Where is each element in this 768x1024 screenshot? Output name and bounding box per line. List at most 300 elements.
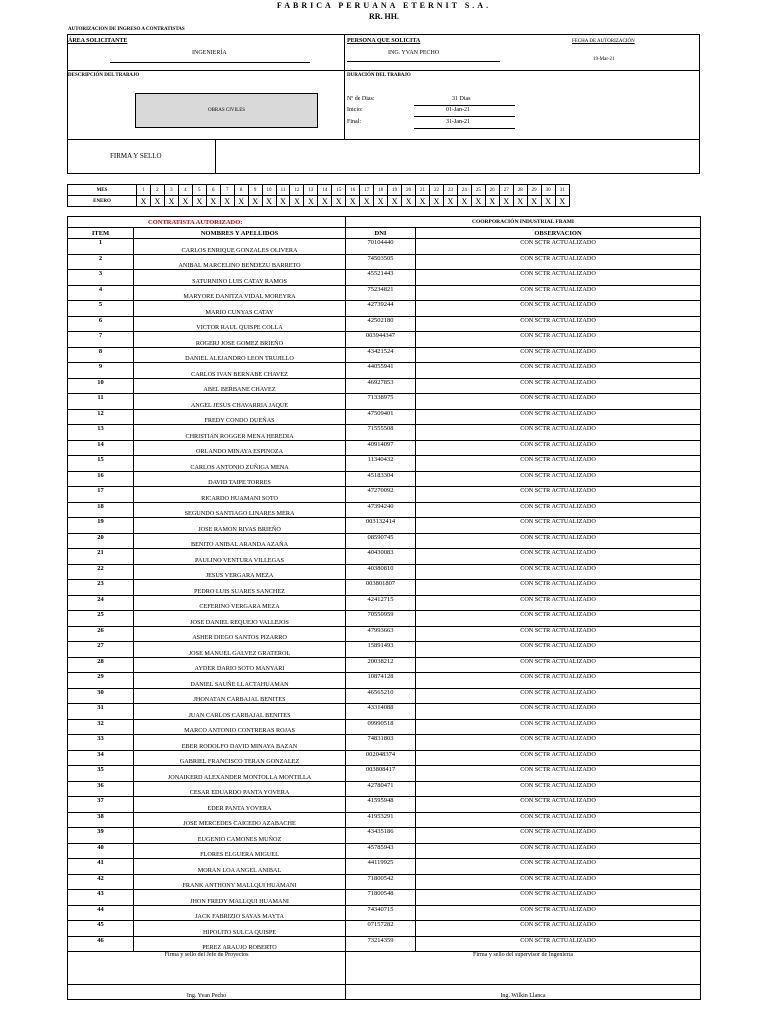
calendar-mark-20: X xyxy=(402,196,416,207)
col-dni: DNI xyxy=(346,228,416,239)
table-row xyxy=(68,642,701,658)
name-cell: SATURNINO LUIS CATAY RAMOS xyxy=(134,270,346,286)
dias-value: 31 Dias xyxy=(452,96,471,102)
observacion-cell: CON SCTR ACTUALIZADO xyxy=(416,874,701,890)
name-cell: MORAN LOA ANGEL ANIBAL xyxy=(134,859,346,875)
inicio-label: Inicio: xyxy=(347,107,363,113)
calendar-day-24: 24 xyxy=(457,185,471,196)
dni-cell: 15891493 xyxy=(346,642,416,658)
name-cell: CARLOS ANTONIO ZUÑIGA MENA xyxy=(134,456,346,472)
item-cell: 24 xyxy=(68,595,134,611)
item-cell: 15 xyxy=(68,456,134,472)
observacion-cell: CON SCTR ACTUALIZADO xyxy=(416,859,701,875)
calendar-mark-4: X xyxy=(178,196,192,207)
name-cell: RICARDO HUAMANI SOTO xyxy=(134,487,346,503)
name-cell: PAULINO VENTURA VILLEGAS xyxy=(134,549,346,565)
name-cell: ROGERJ JOSE GOMEZ BRIEÑO xyxy=(134,332,346,348)
item-cell: 42 xyxy=(68,874,134,890)
calendar-mark-25: X xyxy=(471,196,485,207)
item-cell: 30 xyxy=(68,688,134,704)
calendar-mark-17: X xyxy=(360,196,374,207)
fecha-value: 19-Mar-21 xyxy=(593,57,615,62)
observacion-cell: CON SCTR ACTUALIZADO xyxy=(416,704,701,720)
calendar-day-26: 26 xyxy=(485,185,499,196)
dni-cell: 47993663 xyxy=(346,626,416,642)
dni-cell: 002048374 xyxy=(346,750,416,766)
table-row xyxy=(68,518,701,534)
item-cell: 13 xyxy=(68,425,134,441)
calendar-mark-29: X xyxy=(527,196,541,207)
name-cell: EUGENIO CAMONES MUÑOZ xyxy=(134,828,346,844)
observacion-cell: CON SCTR ACTUALIZADO xyxy=(416,905,701,921)
observacion-cell: CON SCTR ACTUALIZADO xyxy=(416,936,701,952)
department-title: RR. HH. xyxy=(369,12,399,21)
area-value: INGENIERÍA xyxy=(192,50,227,56)
name-cell: JOSE MERCEDES CAICEDO AZABACHE xyxy=(134,812,346,828)
dni-cell: 45785943 xyxy=(346,843,416,859)
duracion-label: DURACIÓN DEL TRABAJO xyxy=(347,73,411,78)
calendar-day-25: 25 xyxy=(471,185,485,196)
name-cell: HIPOLITO SULCA QUISPE xyxy=(134,921,346,937)
name-cell: MARIO CUNYAS CATAY xyxy=(134,301,346,317)
table-row xyxy=(68,626,701,642)
dni-cell: 003808417 xyxy=(346,766,416,782)
table-row xyxy=(68,859,701,875)
table-row xyxy=(68,487,701,503)
observacion-cell: CON SCTR ACTUALIZADO xyxy=(416,781,701,797)
calendar-mark-10: X xyxy=(262,196,276,207)
request-row-divider xyxy=(67,70,700,71)
calendar-mark-6: X xyxy=(206,196,220,207)
dni-cell: 42412715 xyxy=(346,595,416,611)
item-cell: 46 xyxy=(68,936,134,952)
dni-cell: 74503505 xyxy=(346,254,416,270)
table-row xyxy=(68,719,701,735)
item-cell: 22 xyxy=(68,564,134,580)
right-signature-space xyxy=(346,964,701,985)
name-cell: EBER RODOLFO DAVID MINAYA BAZAN xyxy=(134,735,346,751)
calendar-table xyxy=(67,184,570,207)
table-row xyxy=(68,921,701,937)
observacion-cell: CON SCTR ACTUALIZADO xyxy=(416,409,701,425)
calendar-mark-23: X xyxy=(443,196,457,207)
calendar-day-9: 9 xyxy=(248,185,262,196)
dni-cell: 74831803 xyxy=(346,735,416,751)
persona-value: ING. YVAN PECHO xyxy=(388,50,440,56)
name-cell: ASHER DIEGO SANTOS PIZARRO xyxy=(134,626,346,642)
calendar-day-30: 30 xyxy=(541,185,555,196)
calendar-day-27: 27 xyxy=(499,185,513,196)
calendar-day-21: 21 xyxy=(416,185,430,196)
dni-cell: 42780471 xyxy=(346,781,416,797)
dni-cell: 47270092 xyxy=(346,487,416,503)
calendar-mark-8: X xyxy=(234,196,248,207)
observacion-cell: CON SCTR ACTUALIZADO xyxy=(416,673,701,689)
area-underline xyxy=(110,62,310,63)
item-cell: 27 xyxy=(68,642,134,658)
name-cell: ORLANDO MINAYA ESPINOZA xyxy=(134,440,346,456)
dni-cell: 71800548 xyxy=(346,890,416,906)
descripcion-value: OBRAS CIVILES xyxy=(207,108,246,113)
table-row xyxy=(68,828,701,844)
inicio-underline xyxy=(414,116,515,117)
right-signature-name: Ing. Wilkin Llanca xyxy=(346,985,701,1000)
calendar-mark-30: X xyxy=(541,196,555,207)
dni-cell: 73214359 xyxy=(346,936,416,952)
calendar-day-20: 20 xyxy=(402,185,416,196)
table-row xyxy=(68,797,701,813)
calendar-mark-22: X xyxy=(430,196,444,207)
calendar-days-row xyxy=(68,185,570,196)
calendar-mark-21: X xyxy=(416,196,430,207)
observacion-cell: CON SCTR ACTUALIZADO xyxy=(416,843,701,859)
item-cell: 11 xyxy=(68,394,134,410)
calendar-mark-7: X xyxy=(220,196,234,207)
observacion-cell: CON SCTR ACTUALIZADO xyxy=(416,301,701,317)
dni-cell: 20038212 xyxy=(346,657,416,673)
name-cell: FREDY CONDO DUEÑAS xyxy=(134,409,346,425)
table-row xyxy=(68,316,701,332)
observacion-cell: CON SCTR ACTUALIZADO xyxy=(416,828,701,844)
name-cell: ABEL BERBANE CHAVEZ xyxy=(134,378,346,394)
item-cell: 19 xyxy=(68,518,134,534)
dni-cell: 07157282 xyxy=(346,921,416,937)
calendar-day-5: 5 xyxy=(192,185,206,196)
name-cell: JHON FREDY MALLQUI HUAMANI xyxy=(134,890,346,906)
calendar-mark-13: X xyxy=(304,196,318,207)
calendar-day-15: 15 xyxy=(332,185,346,196)
observacion-cell: CON SCTR ACTUALIZADO xyxy=(416,518,701,534)
observacion-cell: CON SCTR ACTUALIZADO xyxy=(416,440,701,456)
table-row xyxy=(68,332,701,348)
observacion-cell: CON SCTR ACTUALIZADO xyxy=(416,611,701,627)
table-row xyxy=(68,533,701,549)
dni-cell: 43435186 xyxy=(346,828,416,844)
calendar-mark-2: X xyxy=(150,196,164,207)
signature-space-row xyxy=(68,964,701,985)
name-cell: JOSE MANUEL GALVEZ GRATEROL xyxy=(134,642,346,658)
dni-cell: 46565210 xyxy=(346,688,416,704)
observacion-cell: CON SCTR ACTUALIZADO xyxy=(416,502,701,518)
table-row xyxy=(68,611,701,627)
item-cell: 4 xyxy=(68,285,134,301)
name-cell: AYDER DARIO SOTO MANYARI xyxy=(134,657,346,673)
dni-cell: 41595948 xyxy=(346,797,416,813)
item-cell: 25 xyxy=(68,611,134,627)
left-signature-label: Firma y sello del Jefe de Proyectos xyxy=(68,952,346,965)
dni-cell: 70104440 xyxy=(346,239,416,255)
company-title: FABRICA PERUANA ETERNIT S.A. xyxy=(276,1,492,10)
item-cell: 17 xyxy=(68,487,134,503)
dni-cell: 44055941 xyxy=(346,363,416,379)
item-cell: 32 xyxy=(68,719,134,735)
calendar-mark-14: X xyxy=(318,196,332,207)
observacion-cell: CON SCTR ACTUALIZADO xyxy=(416,735,701,751)
item-cell: 41 xyxy=(68,859,134,875)
calendar-day-18: 18 xyxy=(374,185,388,196)
item-cell: 5 xyxy=(68,301,134,317)
dni-cell: 42739244 xyxy=(346,301,416,317)
contratista-row xyxy=(68,217,701,228)
calendar-day-11: 11 xyxy=(276,185,290,196)
calendar-mark-15: X xyxy=(332,196,346,207)
item-cell: 44 xyxy=(68,905,134,921)
name-cell: ANGEL JESUS CHAVARRIA JAQUE xyxy=(134,394,346,410)
col-observacion: OBSERVACION xyxy=(416,228,701,239)
calendar-day-22: 22 xyxy=(430,185,444,196)
table-row xyxy=(68,564,701,580)
observacion-cell: CON SCTR ACTUALIZADO xyxy=(416,797,701,813)
name-cell: JONAIKERD ALEXANDER MONTOLLA MONTILLA xyxy=(134,766,346,782)
name-cell: BENITO ANIBAL ARANDA AZAÑA xyxy=(134,533,346,549)
calendar-day-17: 17 xyxy=(360,185,374,196)
item-cell: 28 xyxy=(68,657,134,673)
table-row xyxy=(68,363,701,379)
table-row xyxy=(68,409,701,425)
final-underline xyxy=(414,128,515,129)
name-cell: GABRIEL FRANCISCO TERAN GONZALEZ xyxy=(134,750,346,766)
name-cell: JOSE RAMON RIVAS BRIEÑO xyxy=(134,518,346,534)
name-cell: CARLOS IVAN BERNABE CHAVEZ xyxy=(134,363,346,379)
table-row xyxy=(68,735,701,751)
item-cell: 18 xyxy=(68,502,134,518)
observacion-cell: CON SCTR ACTUALIZADO xyxy=(416,316,701,332)
persona-underline xyxy=(347,61,500,62)
item-cell: 43 xyxy=(68,890,134,906)
item-cell: 9 xyxy=(68,363,134,379)
observacion-cell: CON SCTR ACTUALIZADO xyxy=(416,270,701,286)
observacion-cell: CON SCTR ACTUALIZADO xyxy=(416,595,701,611)
item-cell: 33 xyxy=(68,735,134,751)
mes-label: MES xyxy=(68,185,137,196)
table-row xyxy=(68,549,701,565)
calendar-day-8: 8 xyxy=(234,185,248,196)
observacion-cell: CON SCTR ACTUALIZADO xyxy=(416,471,701,487)
table-row xyxy=(68,766,701,782)
item-cell: 23 xyxy=(68,580,134,596)
dni-cell: 71800542 xyxy=(346,874,416,890)
inicio-value: 01-Jan-21 xyxy=(446,107,470,113)
name-cell: PEDRO LUIS SUARES SANCHEZ xyxy=(134,580,346,596)
item-cell: 37 xyxy=(68,797,134,813)
dni-cell: 003944347 xyxy=(346,332,416,348)
calendar-marks-row xyxy=(68,196,570,207)
final-label: Final: xyxy=(347,119,362,125)
observacion-cell: CON SCTR ACTUALIZADO xyxy=(416,425,701,441)
dni-cell: 46927853 xyxy=(346,378,416,394)
dni-cell: 42502180 xyxy=(346,316,416,332)
table-row xyxy=(68,440,701,456)
calendar-day-3: 3 xyxy=(164,185,178,196)
roster-body xyxy=(68,239,701,952)
observacion-cell: CON SCTR ACTUALIZADO xyxy=(416,580,701,596)
name-cell: JHONATAN CARBAJAL BENITES xyxy=(134,688,346,704)
calendar-mark-1: X xyxy=(137,196,151,207)
request-divider xyxy=(344,34,345,139)
calendar-day-4: 4 xyxy=(178,185,192,196)
table-row xyxy=(68,270,701,286)
calendar-mark-19: X xyxy=(388,196,402,207)
calendar-day-6: 6 xyxy=(206,185,220,196)
table-row xyxy=(68,502,701,518)
name-cell: ANIBAL MARCELINO BENDEZU BARRETO xyxy=(134,254,346,270)
observacion-cell: CON SCTR ACTUALIZADO xyxy=(416,487,701,503)
dias-label: Nº de Dias: xyxy=(347,96,375,102)
name-cell: PEREZ ARAUJO ROBERTO xyxy=(134,936,346,952)
observacion-cell: CON SCTR ACTUALIZADO xyxy=(416,549,701,565)
dni-cell: 44119925 xyxy=(346,859,416,875)
dni-cell: 43421524 xyxy=(346,347,416,363)
name-cell: FLORES ELGUERA MIGUEL xyxy=(134,843,346,859)
calendar-mark-24: X xyxy=(457,196,471,207)
observacion-cell: CON SCTR ACTUALIZADO xyxy=(416,657,701,673)
table-row xyxy=(68,301,701,317)
table-row xyxy=(68,471,701,487)
calendar-day-23: 23 xyxy=(443,185,457,196)
dni-cell: 10874128 xyxy=(346,673,416,689)
item-cell: 38 xyxy=(68,812,134,828)
dni-cell: 74340715 xyxy=(346,905,416,921)
dni-cell: 75234821 xyxy=(346,285,416,301)
dni-cell: 40914097 xyxy=(346,440,416,456)
table-row xyxy=(68,890,701,906)
item-cell: 2 xyxy=(68,254,134,270)
name-cell: CARLOS ENRIQUE GONZALES OLIVERA xyxy=(134,239,346,255)
item-cell: 3 xyxy=(68,270,134,286)
table-row xyxy=(68,874,701,890)
dni-cell: 45183304 xyxy=(346,471,416,487)
calendar-mark-27: X xyxy=(499,196,513,207)
table-row xyxy=(68,673,701,689)
calendar-day-19: 19 xyxy=(388,185,402,196)
calendar-mark-11: X xyxy=(276,196,290,207)
fecha-label: FECHA DE AUTORIZACIÓN xyxy=(572,39,635,44)
calendar-day-29: 29 xyxy=(527,185,541,196)
observacion-cell: CON SCTR ACTUALIZADO xyxy=(416,332,701,348)
signature-label-row xyxy=(68,952,701,965)
descripcion-label: DESCRIPCIÓN DEL TRABAJO xyxy=(68,73,140,78)
name-cell: JESUS VERGARA MEZA xyxy=(134,564,346,580)
name-cell: MARYORE DANITZA VIDAL MOREYRA xyxy=(134,285,346,301)
observacion-cell: CON SCTR ACTUALIZADO xyxy=(416,812,701,828)
observacion-cell: CON SCTR ACTUALIZADO xyxy=(416,456,701,472)
name-cell: SEGUNDO SANTIAGO LINARES MERA xyxy=(134,502,346,518)
roster-table xyxy=(67,216,701,1000)
calendar-day-13: 13 xyxy=(304,185,318,196)
name-cell: EDER PANTA YOVERA xyxy=(134,797,346,813)
calendar-day-7: 7 xyxy=(220,185,234,196)
observacion-cell: CON SCTR ACTUALIZADO xyxy=(416,378,701,394)
request-firma-divider xyxy=(67,139,700,140)
dni-cell: 003801807 xyxy=(346,580,416,596)
observacion-cell: CON SCTR ACTUALIZADO xyxy=(416,890,701,906)
table-row xyxy=(68,843,701,859)
table-row xyxy=(68,425,701,441)
dni-cell: 003132414 xyxy=(346,518,416,534)
table-row xyxy=(68,394,701,410)
dni-cell: 47394240 xyxy=(346,502,416,518)
dni-cell: 71555508 xyxy=(346,425,416,441)
name-cell: JUAN CARLOS CARBAJAL BENITES xyxy=(134,704,346,720)
name-cell: JACK FABRIZIO SAYAS MAYTA xyxy=(134,905,346,921)
observacion-cell: CON SCTR ACTUALIZADO xyxy=(416,239,701,255)
col-name: NOMBRES Y APELLIDOS xyxy=(134,228,346,239)
item-cell: 20 xyxy=(68,533,134,549)
item-cell: 21 xyxy=(68,549,134,565)
final-value: 31-Jan-21 xyxy=(446,119,470,125)
signature-name-row xyxy=(68,985,701,1000)
calendar-mark-18: X xyxy=(374,196,388,207)
dni-cell: 09990518 xyxy=(346,719,416,735)
table-row xyxy=(68,580,701,596)
firma-divider xyxy=(215,139,216,174)
calendar-mark-12: X xyxy=(290,196,304,207)
name-cell: MARCO ANTONIO CONTRERAS ROJAS xyxy=(134,719,346,735)
area-label: ÁREA SOLICITANTE xyxy=(68,38,128,44)
item-cell: 40 xyxy=(68,843,134,859)
observacion-cell: CON SCTR ACTUALIZADO xyxy=(416,626,701,642)
item-cell: 7 xyxy=(68,332,134,348)
calendar-day-16: 16 xyxy=(346,185,360,196)
item-cell: 36 xyxy=(68,781,134,797)
calendar-mark-9: X xyxy=(248,196,262,207)
item-cell: 1 xyxy=(68,239,134,255)
calendar-mark-26: X xyxy=(485,196,499,207)
item-cell: 6 xyxy=(68,316,134,332)
month-label: ENERO xyxy=(68,196,137,207)
calendar-mark-16: X xyxy=(346,196,360,207)
table-row xyxy=(68,657,701,673)
table-row xyxy=(68,285,701,301)
table-row xyxy=(68,905,701,921)
observacion-cell: CON SCTR ACTUALIZADO xyxy=(416,363,701,379)
name-cell: DANIEL ALEJANDRO LEON TRUJILLO xyxy=(134,347,346,363)
name-cell: JOSE DANIEL REQUEJO VALLEJOS xyxy=(134,611,346,627)
calendar-day-2: 2 xyxy=(150,185,164,196)
dni-cell: 41953291 xyxy=(346,812,416,828)
calendar-day-31: 31 xyxy=(555,185,569,196)
name-cell: DAVID TAIPE TORRES xyxy=(134,471,346,487)
item-cell: 31 xyxy=(68,704,134,720)
table-row xyxy=(68,750,701,766)
item-cell: 8 xyxy=(68,347,134,363)
item-cell: 16 xyxy=(68,471,134,487)
observacion-cell: CON SCTR ACTUALIZADO xyxy=(416,347,701,363)
observacion-cell: CON SCTR ACTUALIZADO xyxy=(416,921,701,937)
table-row xyxy=(68,378,701,394)
table-row xyxy=(68,688,701,704)
name-cell: FRANK ANTHONY MALLQUI HUAMANI xyxy=(134,874,346,890)
calendar-day-28: 28 xyxy=(513,185,527,196)
firma-label: FIRMA Y SELLO xyxy=(110,152,162,160)
table-row xyxy=(68,936,701,952)
observacion-cell: CON SCTR ACTUALIZADO xyxy=(416,750,701,766)
calendar-mark-5: X xyxy=(192,196,206,207)
left-signature-name: Ing. Yvan Pecho xyxy=(68,985,346,1000)
name-cell: DANIEL SAUÑE LLACTAHUAMAN xyxy=(134,673,346,689)
calendar-mark-3: X xyxy=(164,196,178,207)
observacion-cell: CON SCTR ACTUALIZADO xyxy=(416,533,701,549)
dni-cell: 71338975 xyxy=(346,394,416,410)
table-row xyxy=(68,595,701,611)
table-row xyxy=(68,704,701,720)
roster-header xyxy=(68,228,701,239)
observacion-cell: CON SCTR ACTUALIZADO xyxy=(416,564,701,580)
calendar-day-14: 14 xyxy=(318,185,332,196)
name-cell: CEFERINO VERGARA MEZA xyxy=(134,595,346,611)
observacion-cell: CON SCTR ACTUALIZADO xyxy=(416,254,701,270)
calendar-mark-28: X xyxy=(513,196,527,207)
